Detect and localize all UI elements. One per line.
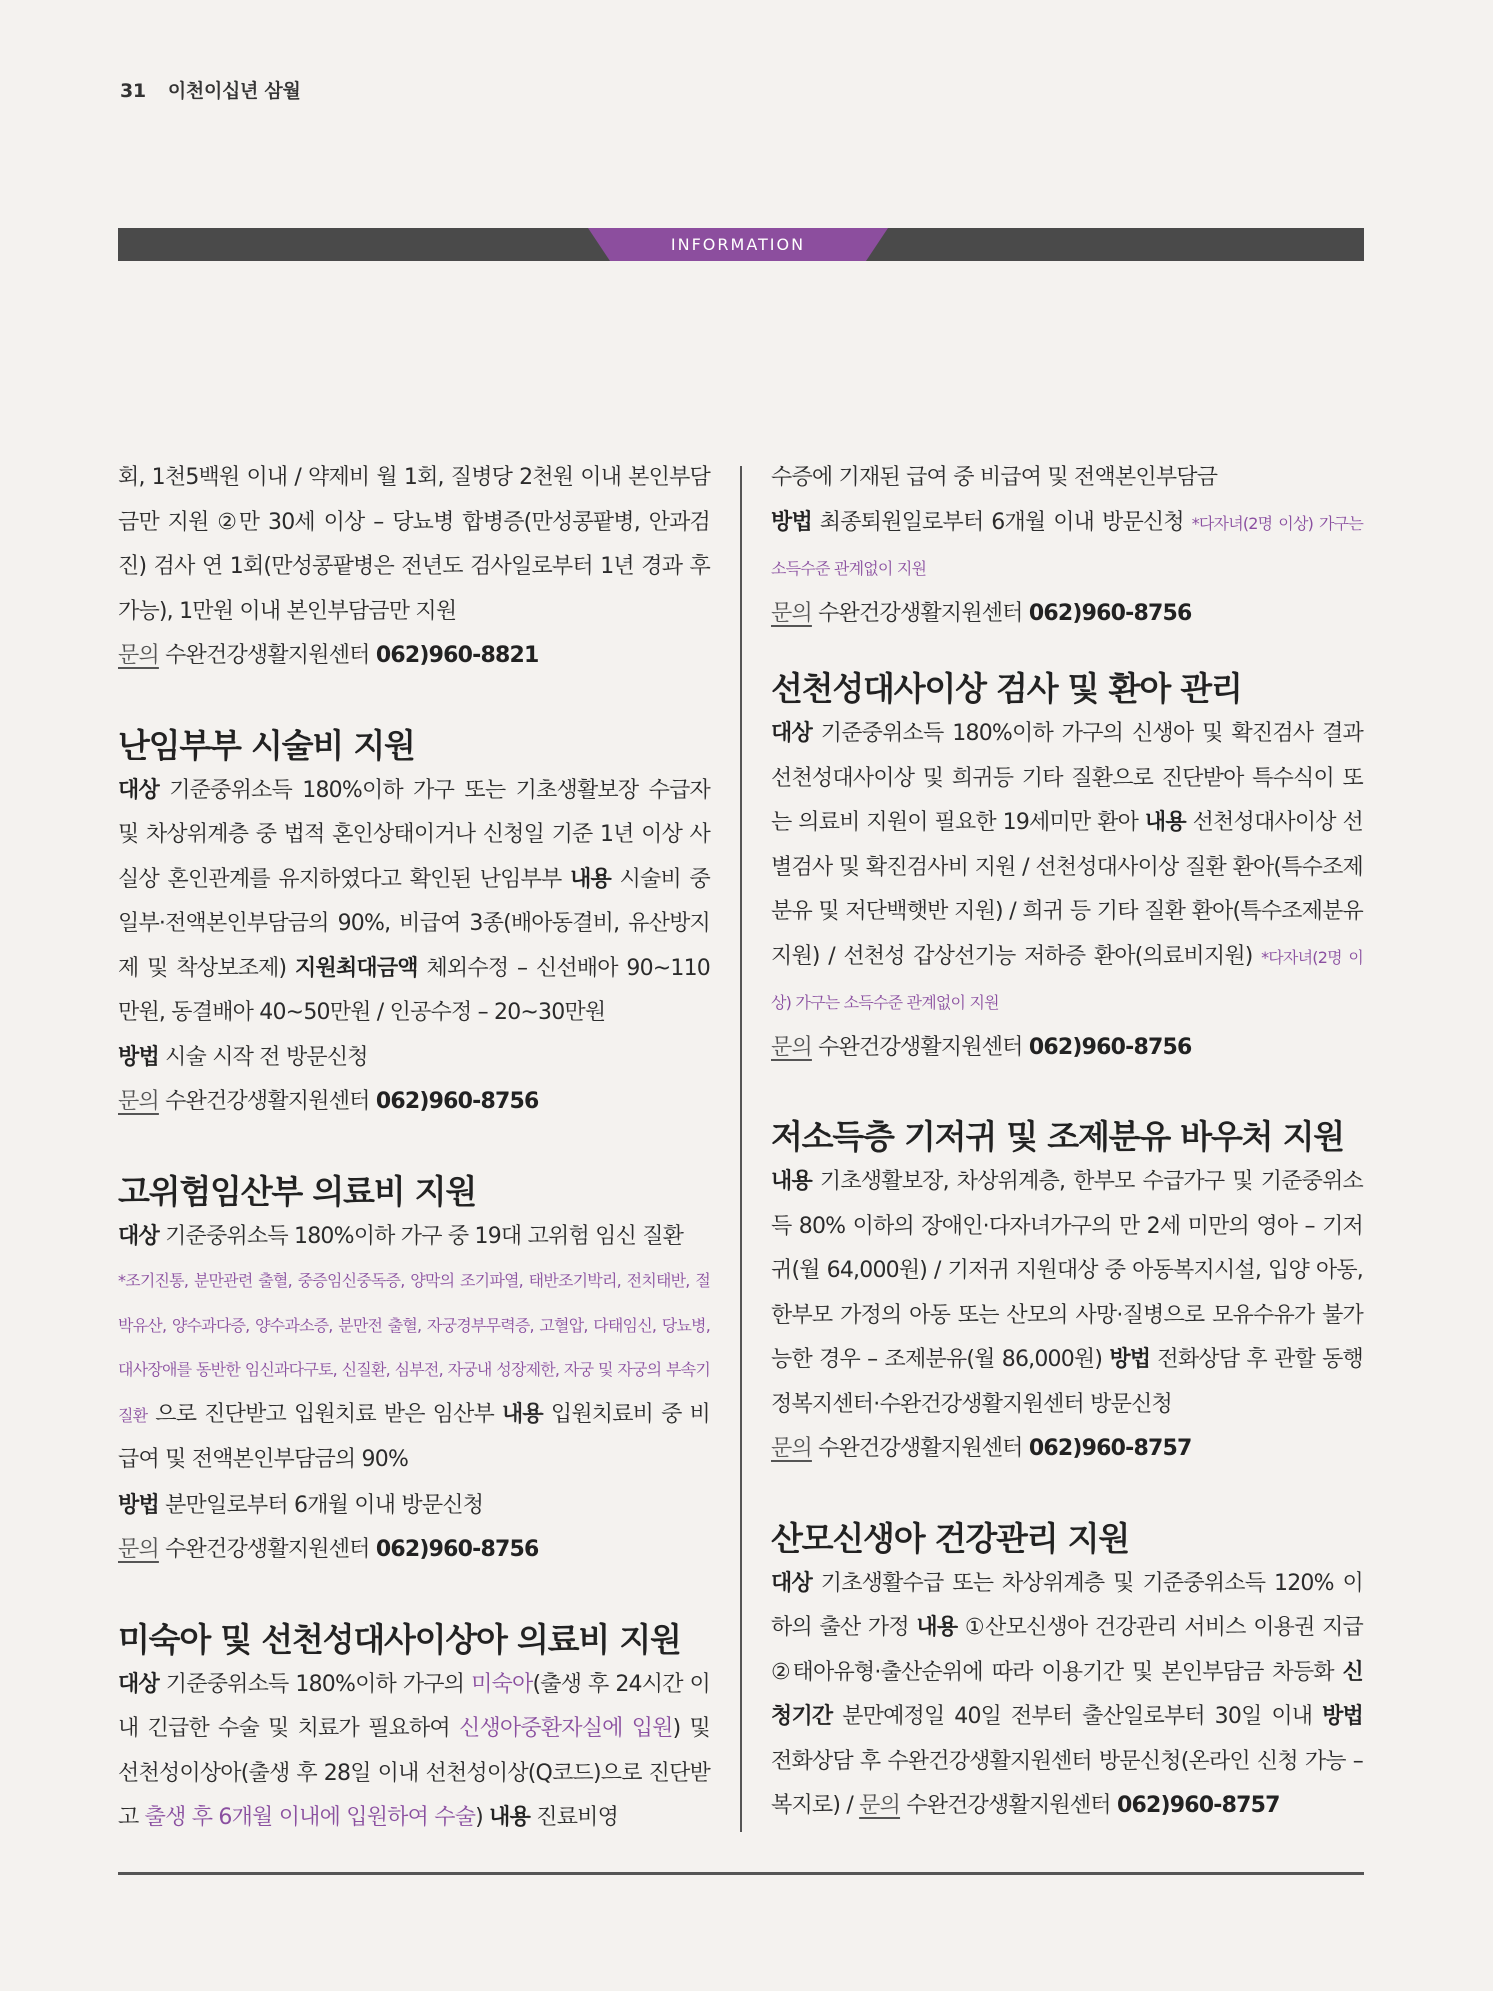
column-divider bbox=[740, 466, 742, 1832]
inquiry-label: 문의 bbox=[118, 643, 159, 668]
high-risk-target bbox=[118, 1215, 710, 1260]
max-amount-label: 지원최대금액 bbox=[295, 955, 418, 981]
content-text: 선천성대사이상 선별검사 및 확진검사비 지원 / 선천성대사이상 질환 환아(특수조제분유 및 저단백햇반 지원) / 희귀 등 기타 질환 환아(특수조제분유 지원) / 선천성 갑상선기능 저하증 환아(의료비지원) bbox=[771, 810, 1363, 969]
information-tab bbox=[588, 228, 888, 261]
inquiry-phone: 062)960-8756 bbox=[375, 1537, 539, 1562]
inquiry-org: 수완건강생활지원센터 bbox=[158, 1089, 376, 1114]
high-risk-note bbox=[118, 1259, 710, 1484]
infertility-inquiry bbox=[118, 1080, 710, 1125]
premature-body bbox=[118, 1663, 710, 1841]
inquiry-phone: 062)960-8756 bbox=[1028, 1034, 1192, 1060]
inquiry-label: 문의 bbox=[859, 1793, 901, 1818]
inquiry-org: 수완건강생활지원센터 bbox=[811, 600, 1029, 626]
intro-inquiry bbox=[118, 634, 710, 679]
content-label: 내용 bbox=[916, 1615, 958, 1640]
content-text: ①산모신생아 건강관리 서비스 이용권 지급 ②태아유형·출산순위에 따라 이용기간 및 본인부담금 차등화 bbox=[771, 1615, 1364, 1685]
continued-text: 수증에 기재된 급여 중 비급여 및 전액본인부담금 bbox=[771, 465, 1218, 490]
multi-child-note: *다자녀(2명 이상) 가구는 소득수준 관계없이 지원 bbox=[771, 513, 1363, 578]
method-label: 방법 bbox=[118, 1492, 159, 1518]
section-title-premature-infant: 미숙아 및 선천성대사이상아 의료비 지원 bbox=[118, 1619, 681, 1659]
inquiry-label: 문의 bbox=[771, 1034, 812, 1060]
high-risk-inquiry bbox=[118, 1528, 710, 1573]
continued-method bbox=[771, 501, 1363, 592]
infertility-method bbox=[118, 1036, 710, 1081]
page-header bbox=[120, 76, 301, 103]
disease-list-note: *조기진통, 분만관련 출혈, 중증임신중독증, 양막의 조기파열, 태반조기박리, 전치태반, 절박유산, 양수과다증, 양수과소증, 분만전 출혈, 자궁경부무력증, 고혈압, 다태임신, 당뇨병, 대사장애를 동반한 임신과다구토, 신질환, 심부전, 자궁내 성장제한, 자궁 및 자궁의 부속기 질환 bbox=[118, 1271, 710, 1425]
content-text: 시술비 중 일부·전액본인부담금의 90%, 비급여 3종(배아동결비, 유산방지제 및 착상보조제) bbox=[118, 866, 710, 981]
target-text: 기준중위소득 180%이하 가구 또는 기초생활보장 수급자 및 차상위계층 중 법적 혼인상태이거나 신청일 기준 1년 이상 사실상 혼인관계를 유지하였다고 확인된 난임부부 bbox=[118, 777, 710, 892]
content-label: 내용 bbox=[501, 1401, 543, 1427]
method-text: 전화상담 후 수완건강생활지원센터 방문신청(온라인 신청 가능 – 복지로) / bbox=[771, 1748, 1363, 1818]
note-tail: 으로 진단받고 입원치료 받은 임산부 bbox=[147, 1401, 502, 1427]
page-number: 31 bbox=[120, 80, 146, 102]
inquiry-org: 수완건강생활지원센터 bbox=[158, 1537, 376, 1562]
target-label: 대상 bbox=[771, 1570, 812, 1596]
highlight-nicu: 신생아중환자실에 입원 bbox=[459, 1716, 673, 1741]
continued-inquiry bbox=[771, 592, 1363, 637]
inquiry-phone: 062)960-8756 bbox=[1028, 600, 1192, 626]
target-label: 대상 bbox=[118, 1671, 159, 1697]
period-label: 신청기간 bbox=[771, 1659, 1363, 1729]
inquiry-phone: 062)960-8756 bbox=[375, 1089, 539, 1114]
target-label: 대상 bbox=[771, 721, 812, 746]
multi-child-note: *다자녀(2명 이상) 가구는 소득수준 관계없이 지원 bbox=[771, 947, 1363, 1012]
inquiry-label: 문의 bbox=[118, 1089, 159, 1114]
inquiry-phone: 062)960-8757 bbox=[1116, 1793, 1280, 1818]
period-text: 분만예정일 40일 전부터 출산일로부터 30일 이내 bbox=[832, 1704, 1323, 1729]
method-label: 방법 bbox=[1109, 1347, 1151, 1372]
method-label: 방법 bbox=[118, 1044, 159, 1070]
metabolic-body bbox=[771, 712, 1363, 1026]
inquiry-org: 수완건강생활지원센터 bbox=[900, 1793, 1117, 1818]
section-title-high-risk-pregnancy: 고위험임산부 의료비 지원 bbox=[118, 1171, 477, 1211]
maternal-body bbox=[771, 1562, 1363, 1829]
high-risk-method bbox=[118, 1484, 710, 1529]
metabolic-inquiry bbox=[771, 1026, 1363, 1071]
information-label: INFORMATION bbox=[670, 235, 806, 254]
left-column bbox=[118, 456, 710, 1841]
content-label: 내용 bbox=[570, 866, 611, 892]
target-text-4: ) bbox=[475, 1805, 490, 1830]
content-label: 내용 bbox=[771, 1169, 812, 1194]
inquiry-label: 문의 bbox=[118, 1537, 159, 1562]
target-text-1: 기준중위소득 180%이하 가구의 bbox=[158, 1671, 472, 1697]
target-label: 대상 bbox=[118, 1223, 159, 1249]
inquiry-org: 수완건강생활지원센터 bbox=[811, 1436, 1029, 1461]
target-text-2: (출생 후 24시간 이내 긴급한 수술 및 치료가 필요하여 bbox=[118, 1671, 710, 1741]
content-label: 내용 bbox=[1144, 810, 1186, 835]
method-label: 방법 bbox=[1322, 1704, 1363, 1729]
target-text: 기준중위소득 180%이하 가구 중 19대 고위험 임신 질환 bbox=[158, 1223, 684, 1249]
method-text: 시술 시작 전 방문신청 bbox=[158, 1044, 368, 1070]
method-text: 최종퇴원일로부터 6개월 이내 방문신청 bbox=[811, 509, 1192, 535]
voucher-body bbox=[771, 1160, 1363, 1427]
section-title-infertility: 난임부부 시술비 지원 bbox=[118, 725, 415, 765]
issue-date: 이천이십년 삼월 bbox=[167, 80, 301, 102]
infertility-body bbox=[118, 769, 710, 1036]
section-title-maternal-newborn-care: 산모신생아 건강관리 지원 bbox=[771, 1518, 1130, 1558]
content-text: 입원치료비 중 비급여 및 전액본인부담금의 90% bbox=[118, 1401, 710, 1472]
content-text: 기초생활보장, 차상위계층, 한부모 수급가구 및 기준중위소득 80% 이하의 장애인·다자녀가구의 만 2세 미만의 영아 – 기저귀(월 64,000원) / 기저귀 지원대상 중 아동복지시설, 입양 아동, 한부모 가정의 아동 또는 산모의 사망·질병으로 모유수유가 불가능한 경우 – 조제분유(월 86,000원) bbox=[771, 1169, 1363, 1372]
bottom-rule bbox=[118, 1872, 1364, 1875]
content-text: 진료비영 bbox=[530, 1805, 619, 1830]
section-title-diaper-voucher: 저소득층 기저귀 및 조제분유 바우처 지원 bbox=[771, 1117, 1344, 1156]
method-text: 전화상담 후 관할 동행정복지센터·수완건강생활지원센터 방문신청 bbox=[771, 1347, 1363, 1417]
inquiry-phone: 062)960-8757 bbox=[1028, 1436, 1192, 1461]
target-text: 기초생활수급 또는 차상위계층 및 기준중위소득 120% 이하의 출산 가정 bbox=[771, 1570, 1363, 1640]
inquiry-org: 수완건강생활지원센터 bbox=[158, 643, 376, 668]
target-label: 대상 bbox=[118, 777, 159, 803]
content-label: 내용 bbox=[489, 1805, 531, 1830]
inquiry-label: 문의 bbox=[771, 1436, 812, 1461]
inquiry-org: 수완건강생활지원센터 bbox=[811, 1034, 1029, 1060]
max-amount-text: 체외수정 – 신선배아 90~110만원, 동결배아 40~50만원 / 인공수정 – 20~30만원 bbox=[118, 955, 710, 1025]
section-title-metabolic-screening: 선천성대사이상 검사 및 환아 관리 bbox=[771, 669, 1242, 708]
intro-text: 회, 1천5백원 이내 / 약제비 월 1회, 질병당 2천원 이내 본인부담금만 지원 ②만 30세 이상 – 당뇨병 합병증(만성콩팥병, 안과검진) 검사 연 1회(만성콩팥병은 전년도 검사일로부터 1년 경과 후 가능), 1만원 이내 본인부담금만 지원 bbox=[118, 465, 710, 624]
right-column bbox=[771, 456, 1363, 1829]
voucher-inquiry bbox=[771, 1427, 1363, 1472]
highlight-surgery: 출생 후 6개월 이내에 입원하여 수술 bbox=[144, 1805, 476, 1830]
target-text: 기준중위소득 180%이하 가구의 신생아 및 확진검사 결과 선천성대사이상 및 희귀등 기타 질환으로 진단받아 특수식이 또는 의료비 지원이 필요한 19세미만 환아 bbox=[771, 721, 1363, 835]
highlight-premature: 미숙아 bbox=[471, 1671, 533, 1697]
inquiry-label: 문의 bbox=[771, 600, 812, 626]
target-text-3: ) 및 선천성이상아(출생 후 28일 이내 선천성이상(Q코드)으로 진단받고 bbox=[118, 1716, 710, 1830]
method-text: 분만일로부터 6개월 이내 방문신청 bbox=[158, 1492, 484, 1518]
information-banner bbox=[118, 228, 1364, 261]
method-label: 방법 bbox=[771, 509, 812, 535]
inquiry-phone: 062)960-8821 bbox=[375, 643, 539, 668]
